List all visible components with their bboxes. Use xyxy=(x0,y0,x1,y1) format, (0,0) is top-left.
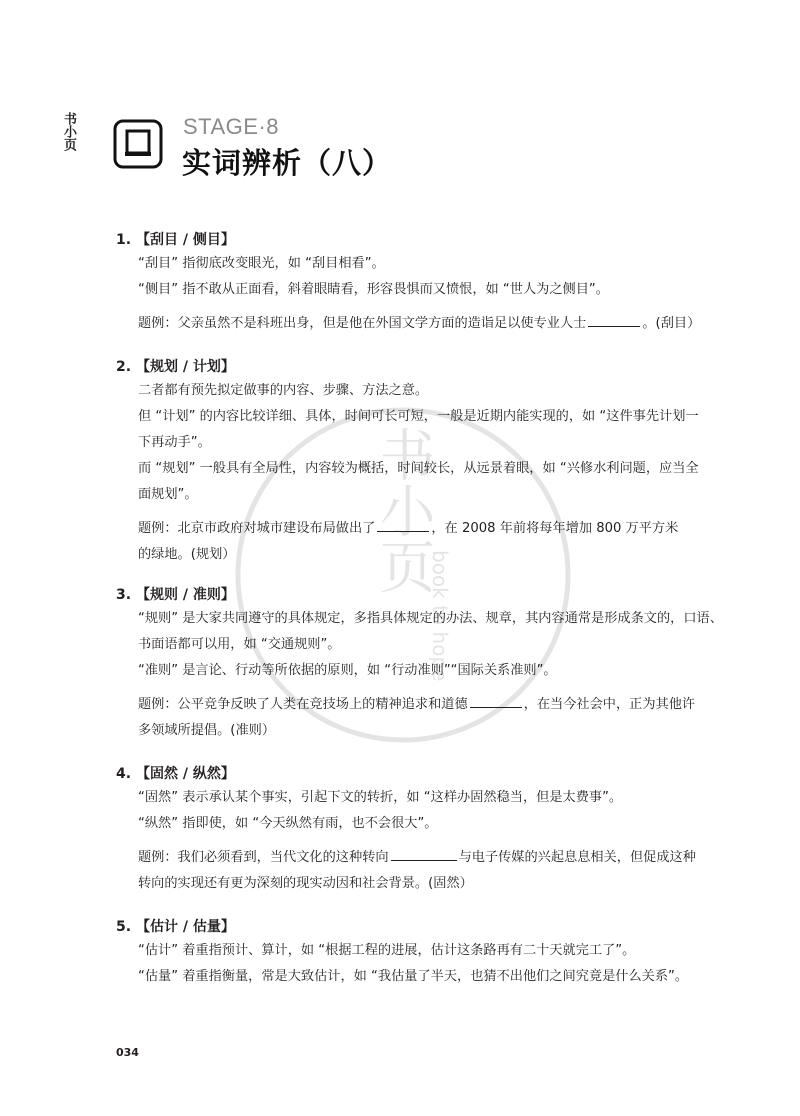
example-line xyxy=(138,516,686,542)
definition-line: 下再动手”。 xyxy=(138,435,211,450)
definition-line: “固然” 表示承认某个事实，引起下文的转折，如 “这样办固然稳当，但是太费事”。 xyxy=(138,790,623,805)
example-text-end: 。(刮目） xyxy=(642,316,701,331)
example-text-end: 与电子传媒的兴起息息相关，但促成这种 xyxy=(458,850,696,865)
definition-line: 书面语都可以用，如 “交通规则”。 xyxy=(138,637,341,652)
section-title: 【规则 / 准则】 xyxy=(136,587,235,603)
section-number: 5. xyxy=(116,919,132,935)
example-text: 题例：北京市政府对城市建设布局做出了 xyxy=(138,521,376,536)
definition-line: “规则” 是大家共同遵守的具体规定，多指具体规定的办法、规章，其内容通常是形成条文的，口语、 xyxy=(138,611,723,626)
example-line xyxy=(138,692,696,718)
example-text-end: ，在当今社会中，正为其他许 xyxy=(523,697,696,712)
example-text: 题例：父亲虽然不是科班出身，但是他在外国文学方面的造诣足以使专业人士 xyxy=(138,316,587,331)
section-heading xyxy=(116,763,686,785)
definition-line: “估计” 着重指预计、算计，如 “根据工程的进展，估计这条路再有二十天就完工了”。 xyxy=(138,943,636,958)
definition-line: 但 “计划” 的内容比较详细、具体，时间可长可短，一般是近期内能实现的，如 “这件事先计划一 xyxy=(138,409,699,424)
section-1 xyxy=(116,229,701,337)
answer-blank xyxy=(588,312,640,327)
section-heading xyxy=(116,584,686,606)
definition-line: “纵然” 指即使，如 “今天纵然有雨，也不会很大”。 xyxy=(138,816,438,831)
section-5 xyxy=(116,916,689,990)
example-text: 题例：公平竞争反映了人类在竞技场上的精神追求和道德 xyxy=(138,697,468,712)
answer-blank xyxy=(391,846,457,861)
watermark-subtext: book to hope xyxy=(428,550,452,682)
watermark-text: 书小页 xyxy=(370,426,436,594)
section-title: 【估计 / 估量】 xyxy=(136,919,235,935)
answer-blank xyxy=(377,517,429,532)
side-logo: 书小页 xyxy=(61,112,76,151)
section-4 xyxy=(116,763,696,897)
section-heading xyxy=(116,356,686,378)
example-line xyxy=(138,311,701,337)
example-text-end: ，在 2008 年前将每年增加 800 万平方米 xyxy=(431,521,679,536)
section-title: 【刮目 / 侧目】 xyxy=(136,232,235,248)
section-heading xyxy=(116,916,686,938)
definition-line: 而 “规划” 一般具有全局性，内容较为概括，时间较长，从远景着眼，如 “兴修水利问题，应当全 xyxy=(138,461,699,476)
page-number: 034 xyxy=(116,1046,139,1059)
definition-line: “估量” 着重指衡量，常是大致估计，如 “我估量了半天，也猜不出他们之间究竟是什么关系”。 xyxy=(138,969,689,984)
section-title: 【规划 / 计划】 xyxy=(136,359,235,375)
section-title: 【固然 / 纵然】 xyxy=(136,766,235,782)
example-line-2: 转向的实现还有更为深刻的现实动因和社会背景。(固然） xyxy=(138,876,473,891)
section-3 xyxy=(116,584,723,744)
example-line xyxy=(138,845,696,871)
section-heading xyxy=(116,229,686,251)
definition-line: 面规划”。 xyxy=(138,487,198,502)
definition-line: 二者都有预先拟定做事的内容、步骤、方法之意。 xyxy=(138,383,429,398)
section-number: 4. xyxy=(116,766,132,782)
page-title: 实词辨析（八） xyxy=(182,146,393,180)
section-number: 3. xyxy=(116,587,132,603)
section-2 xyxy=(116,356,699,568)
example-line-2: 的绿地。(规划） xyxy=(138,547,236,562)
definition-line: “准则” 是言论、行动等所依据的原则，如 “行动准则”“国际关系准则”。 xyxy=(138,663,557,678)
book-icon xyxy=(113,119,163,169)
definition-line: “侧目” 指不敢从正面看，斜着眼睛看，形容畏惧而又愤恨，如 “世人为之侧目”。 xyxy=(138,282,609,297)
example-text: 题例：我们必须看到，当代文化的这种转向 xyxy=(138,850,389,865)
section-number: 1. xyxy=(116,232,132,248)
example-line-2: 多领域所提倡。(准则） xyxy=(138,723,276,738)
definition-line: “刮目” 指彻底改变眼光，如 “刮目相看”。 xyxy=(138,256,385,271)
answer-blank xyxy=(470,693,522,708)
section-number: 2. xyxy=(116,359,132,375)
stage-label: STAGE·8 xyxy=(183,114,280,139)
